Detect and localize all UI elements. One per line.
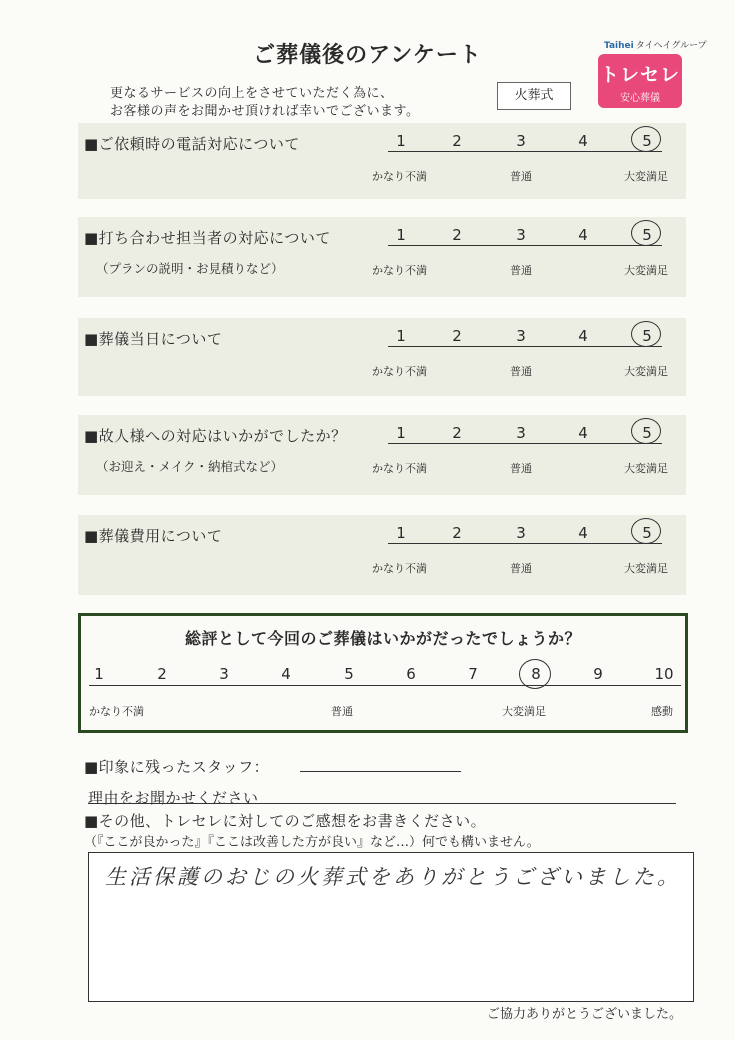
staff-name-line[interactable] (300, 771, 461, 772)
scale-label-low: かなり不満 (372, 562, 427, 575)
overall-rating-box (78, 613, 688, 733)
scale-number[interactable]: 3 (516, 524, 526, 542)
scale-number[interactable]: 4 (578, 226, 588, 244)
scale-number[interactable]: 3 (516, 226, 526, 244)
comments-box[interactable] (88, 852, 694, 1002)
scale-number[interactable]: 2 (452, 132, 462, 150)
overall-scale-number[interactable]: 1 (94, 665, 104, 683)
ceremony-type-box: 火葬式 (497, 82, 571, 110)
scale-label-mid: 普通 (510, 170, 532, 183)
scale-line (388, 151, 662, 152)
scale-label-low: かなり不満 (372, 264, 427, 277)
scale-label-high: 大変満足 (624, 365, 668, 378)
scale-label-high: 大変満足 (624, 264, 668, 277)
answer-circle (631, 220, 661, 246)
scale-line (388, 543, 662, 544)
question-label: ■葬儀費用について (84, 527, 223, 545)
question-sub-label: （お迎え・メイク・納棺式など） (96, 459, 284, 474)
scale-number[interactable]: 5 (642, 226, 652, 244)
reason-line[interactable] (88, 803, 676, 804)
scale-label-low: かなり不満 (372, 462, 427, 475)
answer-circle (631, 321, 661, 347)
logo-sub-text: 安心葬儀 (620, 93, 660, 104)
scale-number[interactable]: 3 (516, 132, 526, 150)
comments-label: ■その他、トレセレに対してのご感想をお書きください。 (84, 812, 487, 830)
answer-circle (631, 126, 661, 152)
intro-line-2: お客様の声をお聞かせ頂ければ幸いでございます。 (110, 104, 420, 119)
scale-line (388, 346, 662, 347)
overall-scale-number[interactable]: 6 (406, 665, 416, 683)
question-label: ■故人様への対応はいかがでしたか？ (84, 427, 347, 445)
scale-label-mid: 普通 (510, 264, 532, 277)
overall-scale-number[interactable]: 10 (654, 665, 674, 683)
intro-line-1: 更なるサービスの向上をさせていただく為に、 (110, 86, 394, 101)
overall-scale-number[interactable]: 5 (344, 665, 354, 683)
scale-label-high: 大変満足 (624, 170, 668, 183)
overall-label-top: 感動 (651, 705, 673, 718)
scale-label-low: かなり不満 (372, 365, 427, 378)
overall-scale-line (89, 685, 681, 686)
scale-label-mid: 普通 (510, 365, 532, 378)
staff-label: ■印象に残ったスタッフ： (84, 758, 270, 776)
scale-number[interactable]: 1 (396, 327, 406, 345)
scale-label-high: 大変満足 (624, 462, 668, 475)
overall-label-low: かなり不満 (89, 705, 144, 718)
scale-number[interactable]: 3 (516, 424, 526, 442)
thanks-note: ご協力ありがとうございました。 (487, 1007, 683, 1022)
brand-group-label (604, 38, 707, 51)
overall-scale-number[interactable]: 3 (219, 665, 229, 683)
overall-scale-number[interactable]: 2 (157, 665, 167, 683)
answer-circle (631, 518, 661, 544)
scale-number[interactable]: 1 (396, 524, 406, 542)
scale-number[interactable]: 2 (452, 424, 462, 442)
overall-label-mid: 普通 (331, 705, 353, 718)
brand-group-name-jp: タイヘイグループ (635, 41, 707, 51)
comments-hint: （『ここが良かった』『ここは改善した方が良い』など…）何でも構いません。 (84, 835, 540, 850)
reason-label: 理由をお聞かせください (88, 789, 259, 807)
scale-number[interactable]: 5 (642, 132, 652, 150)
handwritten-comment: 生活保護のおじの火葬式をありがとうございました。 (105, 865, 681, 889)
logo-main-text: トレセレ (599, 64, 680, 86)
overall-question: 総評として今回のご葬儀はいかがだったでしょうか？ (184, 629, 581, 648)
scale-label-high: 大変満足 (624, 562, 668, 575)
question-label: ■打ち合わせ担当者の対応について (84, 229, 331, 247)
brand-logo (598, 54, 682, 108)
overall-scale-number[interactable]: 7 (468, 665, 478, 683)
scale-number[interactable]: 2 (452, 524, 462, 542)
scale-line (388, 245, 662, 246)
question-sub-label: （プランの説明・お見積りなど） (96, 261, 284, 276)
overall-scale-number[interactable]: 9 (593, 665, 603, 683)
scale-number[interactable]: 3 (516, 327, 526, 345)
question-label: ■葬儀当日について (84, 330, 223, 348)
scale-label-mid: 普通 (510, 562, 532, 575)
brand-group-name: Taihei (604, 41, 634, 51)
answer-circle (631, 418, 661, 444)
overall-scale-number[interactable]: 4 (281, 665, 291, 683)
scale-number[interactable]: 4 (578, 424, 588, 442)
scale-number[interactable]: 1 (396, 132, 406, 150)
scale-number[interactable]: 1 (396, 226, 406, 244)
scale-label-mid: 普通 (510, 462, 532, 475)
scale-number[interactable]: 2 (452, 327, 462, 345)
page-title: ご葬儀後のアンケート (253, 43, 482, 68)
scale-number[interactable]: 2 (452, 226, 462, 244)
scale-number[interactable]: 5 (642, 524, 652, 542)
scale-line (388, 443, 662, 444)
scale-number[interactable]: 4 (578, 524, 588, 542)
scale-number[interactable]: 5 (642, 424, 652, 442)
question-label: ■ご依頼時の電話対応について (84, 135, 300, 153)
scale-number[interactable]: 1 (396, 424, 406, 442)
scale-label-low: かなり不満 (372, 170, 427, 183)
scale-number[interactable]: 4 (578, 132, 588, 150)
scale-number[interactable]: 5 (642, 327, 652, 345)
overall-scale-number[interactable]: 8 (531, 665, 541, 683)
overall-label-high: 大変満足 (502, 705, 546, 718)
scale-number[interactable]: 4 (578, 327, 588, 345)
